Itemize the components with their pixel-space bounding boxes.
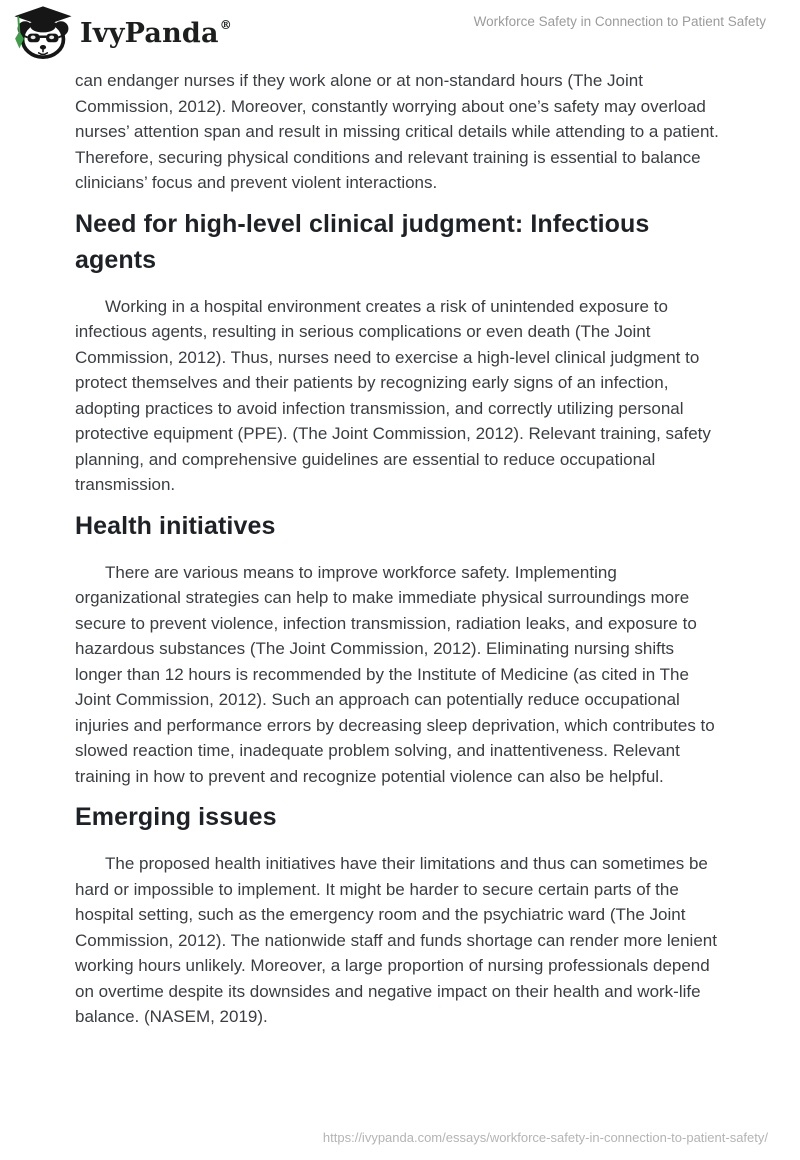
paragraph-continuation: can endanger nurses if they work alone or at non-standard hours (The Joint Commission, 2012). Moreover, constantly worrying about one’s safety may overload nurses’ attention span and result in missing critical details while attending to a patient. Therefore, securing physical conditions and relevant training is essential to balance clinicians’ focus and prevent violent interactions. [75, 71, 719, 192]
section-paragraph-emerging-issues: The proposed health initiatives have their limitations and thus can sometimes be hard or impossible to implement. It might be harder to secure certain parts of the hospital setting, such as the emergency room and the psychiatric ward (The Joint Commission, 2012). The nationwide staff and funds shortage can render more lenient working hours unlikely. Moreover, a large proportion of nursing professionals depend on overtime despite its downsides and negative impact on their health and work-life balance. (NASEM, 2019). [75, 854, 717, 1026]
panda-graduate-icon [12, 5, 74, 61]
document-title: Workforce Safety in Connection to Patient Safety [473, 14, 766, 29]
registered-trademark-mark: ® [219, 18, 232, 32]
section-heading-health-initiatives: Health initiatives [75, 511, 276, 540]
section-paragraph-health-initiatives: There are various means to improve workforce safety. Implementing organizational strategies can help to make immediate physical surroundings more secure to prevent violence, infection transmission, radiation leaks, and exposure to hazardous substances (The Joint Commission, 2012). Eliminating nursing shifts longer than 12 hours is recommended by the Institute of Medicine (as cited in The Joint Commission, 2012). Such an approach can potentially reduce occupational injuries and performance errors by decreasing sleep deprivation, which contributes to slowed reaction time, inadequate problem solving, and inattentiveness. Relevant training in how to prevent and recognize potential violence can also be helpful. [75, 562, 715, 786]
article-body [75, 68, 725, 1030]
section-heading-emerging-issues: Emerging issues [75, 803, 277, 831]
brand-name: IvyPanda [80, 18, 219, 49]
section-heading-infectious-agents: Need for high-level clinical judgment: Infectious agents [75, 209, 650, 274]
page-header [0, 0, 800, 66]
source-url: https://ivypanda.com/essays/workforce-safety-in-connection-to-patient-safety/ [322, 1130, 768, 1145]
section-paragraph-infectious-agents: Working in a hospital environment creates a risk of unintended exposure to infectious agents, resulting in serious complications or even death (The Joint Commission, 2012). Thus, nurses need to exercise a high-level clinical judgment to protect themselves and their patients by recognizing early signs of an infection, adopting practices to avoid infection transmission, and correctly utilizing personal protective equipment (PPE). (The Joint Commission, 2012). Relevant training, safety planning, and comprehensive guidelines are essential to reduce occupational transmission. [75, 296, 711, 494]
ivypanda-logo [12, 5, 231, 63]
